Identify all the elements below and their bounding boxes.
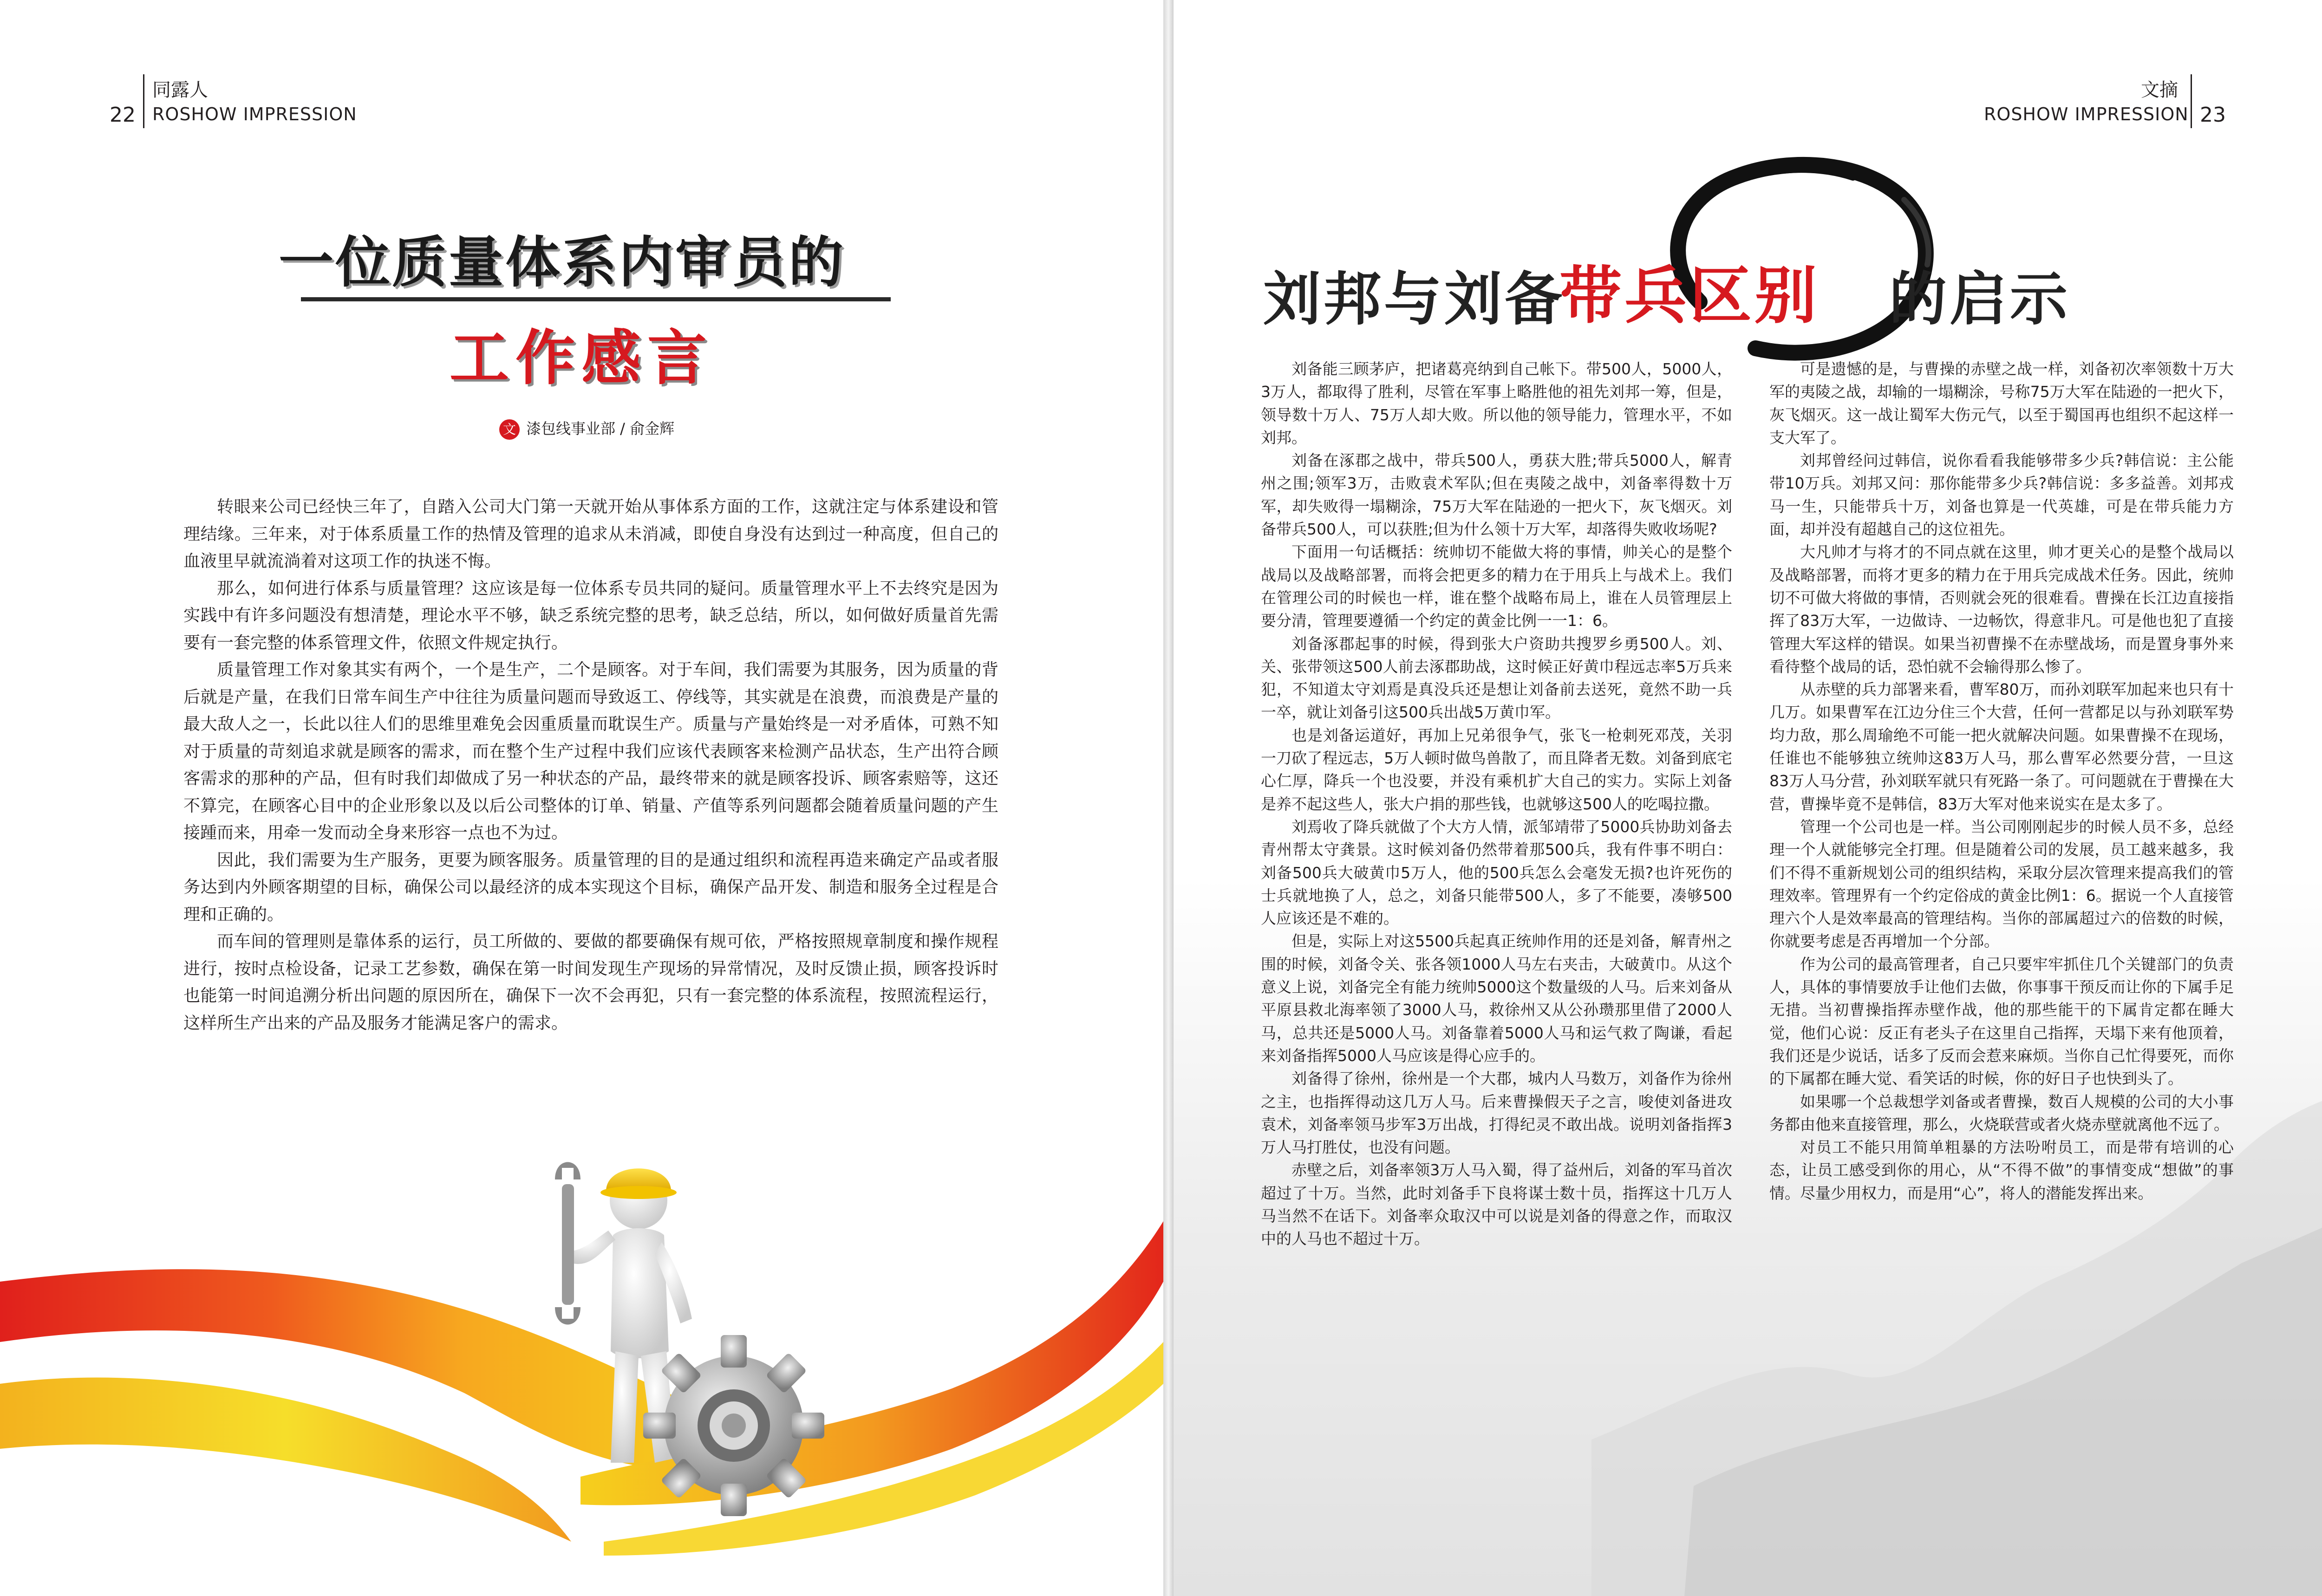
byline [499, 417, 674, 440]
paragraph: 作为公司的最高管理者，自己只要牢牢抓住几个关键部门的负责人，具体的事情要放手让他们去做，你事事干预反而让你的下属手足无措。当初曹操指挥赤壁作战，他的那些能干的下属肯定都在睡大觉，他们心说：反正有老头子在这里自己指挥，天塌下来有他顶着，我们还是少说话，话多了反而会惹来麻烦。当你自己忙得要死，而你的下属都在睡大觉、看笑话的时候，你的好日子也快到头了。 [1769, 955, 2234, 1088]
paragraph: 因此，我们需要为生产服务，更要为顾客服务。质量管理的目的是通过组织和流程再造来确定产品或者服务达到内外顾客期望的目标，确保公司以最经济的成本实现这个目标，确保产品开发、制造和服务全过程是合理和正确的。 [183, 850, 998, 924]
paragraph: 刘备在涿郡之战中，带兵500人，勇获大胜;带兵5000人，解青州之围;领军3万，击败袁术军队;但在夷陵之战中，刘备率得数十万军，却失败得一塌糊涂，75万大军在陆逊的一把火下，灰飞烟灭。刘备带兵500人，可以获胜;但为什么领十万大军，却落得失败收场呢? [1261, 451, 1732, 539]
right-title-part1: 刘邦与刘备 [1263, 266, 1565, 333]
right-article-column2 [1769, 358, 2234, 1205]
right-header-name: 文摘 [2141, 79, 2178, 101]
paragraph: 管理一个公司也是一样。当公司刚刚起步的时候人员不多，总经理一个人就能够完全打理。但是随着公司的发展，员工越来越多，我们不得不重新规划公司的组织结构，采取分层次管理来提高我们的管理效率。管理界有一个约定俗成的黄金比例1：6。据说一个人直接管理六个人是效率最高的管理结构。当你的部属超过六的倍数的时候，你就要考虑是否再增加一个分部。 [1769, 817, 2234, 951]
paragraph: 赤壁之后，刘备率领3万人马入蜀，得了益州后，刘备的军马首次超过了十万。当然，此时刘备手下良将谋士数十员，指挥这十几万人马当然不在话下。刘备率众取汉中可以说是刘备的得意之作，而取汉中的人马也不超过十万。 [1261, 1161, 1732, 1248]
article-title-line2: 工作感言 [450, 324, 714, 393]
book-spine [1163, 0, 1174, 1596]
paragraph: 质量管理工作对象其实有两个，一个是生产，二个是顾客。对于车间，我们需要为其服务，因为质量的背后就是产量，在我们日常车间生产中往往为质量问题而导致返工、停线等，其实就是在浪费，而浪费是产量的最大敌人之一，长此以往人们的思维里难免会因重质量而耽误生产。质量与产量始终是一对矛盾体，可熟不知对于质量的苛刻追求就是顾客的需求，而在整个生产过程中我们应该代表顾客来检测产品状态，生产出符合顾客需求的那种的产品，但有时我们却做成了另一种状态的产品，最终带来的就是顾客投诉、顾客索赔等，这还不算完，在顾客心目中的企业形象以及以后公司整体的订单、销量、产值等系列问题都会随着质量问题的产生接踵而来，用牵一发而动全身来形容一点也不为过。 [183, 660, 998, 842]
left-header-en: ROSHOW IMPRESSION [152, 104, 357, 124]
left-header-name: 同露人 [152, 79, 208, 101]
gear-icon [643, 1335, 824, 1516]
paragraph: 从赤壁的兵力部署来看，曹军80万，而孙刘联军加起来也只有十几万。如果曹军在江边分住三个大营，任何一营都足以与孙刘联军势均力敌，那么周瑜绝不可能一把火就解决问题。如果曹操不在现场，任谁也不能够独立统帅这83万人马，那么曹军必然要分营，一旦这83万人马分营，孙刘联军就只有死路一条了。可问题就在于曹操在大营，曹操毕竟不是韩信，83万大军对他来说实在是太多了。 [1769, 680, 2234, 813]
right-title-part2: 带兵区别 [1559, 259, 1820, 332]
construction-figure-icon [515, 1147, 831, 1528]
paragraph: 对员工不能只用简单粗暴的方法吩咐员工，而是带有培训的心态，让员工感受到你的用心，从“不得不做”的事情变成“想做”的事情。尽量少用权力，而是用“心”，将人的潜能发挥出来。 [1769, 1138, 2234, 1202]
paragraph: 而车间的管理则是靠体系的运行，员工所做的、要做的都要确保有规可依，严格按照规章制度和操作规程进行，按时点检设备，记录工艺参数，确保在第一时间发现生产现场的异常情况，及时反馈止损，顾客投诉时也能第一时间追溯分析出问题的原因所在，确保下一次不会再犯，只有一套完整的体系流程，按照流程运行，这样所生产出来的产品及服务才能满足客户的需求。 [183, 932, 998, 1033]
right-header-rule [2191, 74, 2192, 128]
left-page-number: 22 [110, 103, 136, 127]
paragraph: 可是遗憾的是，与曹操的赤壁之战一样，刘备初次率领数十万大军的夷陵之战，却输的一塌糊涂，号称75万大军在陆逊的一把火下，灰飞烟灭。这一战让蜀军大伤元气，以至于蜀国再也组织不起这样一支大军了。 [1769, 360, 2234, 447]
paragraph: 大凡帅才与将才的不同点就在这里，帅才更关心的是整个战局以及战略部署，而将才更多的精力在于用兵完成战术任务。因此，统帅切不可做大将做的事情，否则就会死的很难看。曹操在长江边直接指挥了83万大军，一边做诗、一边畅饮，得意非凡。可是他也犯了直接管理大军这样的错误。如果当初曹操不在赤壁战场，而是置身事外来看待整个战局的话，恐怕就不会输得那么惨了。 [1769, 543, 2234, 676]
byline-text: 漆包线事业部 / 俞金辉 [526, 420, 675, 437]
byline-badge: 文 [499, 419, 520, 440]
paragraph: 那么，如何进行体系与质量管理？这应该是每一位体系专员共同的疑问。质量管理水平上不去终究是因为实践中有许多问题没有想清楚，理论水平不够，缺乏系统完整的思考，缺乏总结，所以，如何做好质量首先需要有一套完整的体系管理文件，依照文件规定执行。 [183, 579, 998, 652]
paragraph: 刘备得了徐州，徐州是一个大郡，城内人马数万，刘备作为徐州之主，也指挥得动这几万人马。后来曹操假天子之言，唆使刘备进攻袁术，刘备率领马步军3万出战，打得纪灵不敢出战。说明刘备指挥3万人马打胜仗，也没有问题。 [1261, 1069, 1732, 1157]
left-article-body [183, 494, 998, 1037]
paragraph: 刘备涿郡起事的时候，得到张大户资助共搜罗乡勇500人。刘、关、张带领这500人前去涿郡助战，这时候正好黄巾程远志率5万兵来犯，不知道太守刘焉是真没兵还是想让刘备前去送死，竟然不助一兵一卒，就让刘备引这500兵出战5万黄巾军。 [1261, 634, 1732, 722]
right-title-part3: 的启示 [1889, 266, 2071, 333]
right-article-column1 [1261, 358, 1732, 1251]
right-header-en: ROSHOW IMPRESSION [1984, 104, 2189, 124]
right-page-number: 23 [2200, 103, 2226, 127]
paragraph: 转眼来公司已经快三年了，自踏入公司大门第一天就开始从事体系方面的工作，这就注定与体系建设和管理结缘。三年来，对于体系质量工作的热情及管理的追求从未消减，即使自身没有达到过一种高度，但自己的血液里早就流淌着对这项工作的执迷不悔。 [183, 497, 998, 571]
paragraph: 刘备能三顾茅庐，把诸葛亮纳到自己帐下。带500人，5000人，3万人，都取得了胜利，尽管在军事上略胜他的祖先刘邦一筹，但是，领导数十万人、75万人却大败。所以他的领导能力，管理水平，不如刘邦。 [1261, 360, 1732, 447]
left-header-rule [143, 74, 144, 128]
paragraph: 刘焉收了降兵就做了个大方人情，派邹靖带了5000兵协助刘备去青州帮太守龚景。这时候刘备仍然带着那500兵，我有件事不明白：刘备500兵大破黄巾5万人，他的500兵怎么会毫发无损?也许死伤的士兵就地换了人，总之，刘备只能带500人，多了不能要，凑够500人应该还是不难的。 [1261, 817, 1732, 928]
wrench-icon [555, 1162, 580, 1325]
paragraph: 也是刘备运道好，再加上兄弟很争气，张飞一枪刺死邓茂，关羽一刀砍了程远志，5万人顿时做鸟兽散了，而且降者无数。刘备到底宅心仁厚，降兵一个也没要，并没有乘机扩大自己的实力。实际上刘备是养不起这些人，张大户捐的那些钱，也就够这500人的吃喝拉撒。 [1261, 726, 1732, 813]
paragraph: 但是，实际上对这5500兵起真正统帅作用的还是刘备，解青州之围的时候，刘备令关、张各领1000人马左右夹击，大破黄巾。从这个意义上说，刘备完全有能力统帅5000这个数量级的人马。后来刘备从平原县救北海率领了3000人马，救徐州又从公孙瓒那里借了2000人马，总共还是5000人马。刘备靠着5000人马和运气救了陶谦，看起来刘备指挥5000人马应该是得心应手的。 [1261, 932, 1732, 1065]
article-title-line1: 一位质量体系内审员的 [279, 230, 846, 294]
title-underline [301, 297, 891, 301]
paragraph: 刘邦曾经问过韩信，说你看看我能够带多少兵?韩信说：主公能带10万兵。刘邦又问：那你能带多少兵?韩信说：多多益善。刘邦戎马一生，只能带兵十万，刘备也算是一代英雄，可是在带兵能力方面，却并没有超越自己的这位祖先。 [1769, 451, 2234, 539]
paragraph: 下面用一句话概括：统帅切不能做大将的事情，帅关心的是整个战局以及战略部署，而将会把更多的精力在于用兵上与战术上。我们在管理公司的时候也一样，谁在整个战略布局上，谁在人员管理层上要分清，管理要遵循一个约定的黄金比例一一1：6。 [1261, 543, 1732, 630]
paragraph: 如果哪一个总裁想学刘备或者曹操，数百人规模的公司的大小事务都由他来直接管理，那么，火烧联营或者火烧赤壁就离他不远了。 [1769, 1092, 2234, 1133]
